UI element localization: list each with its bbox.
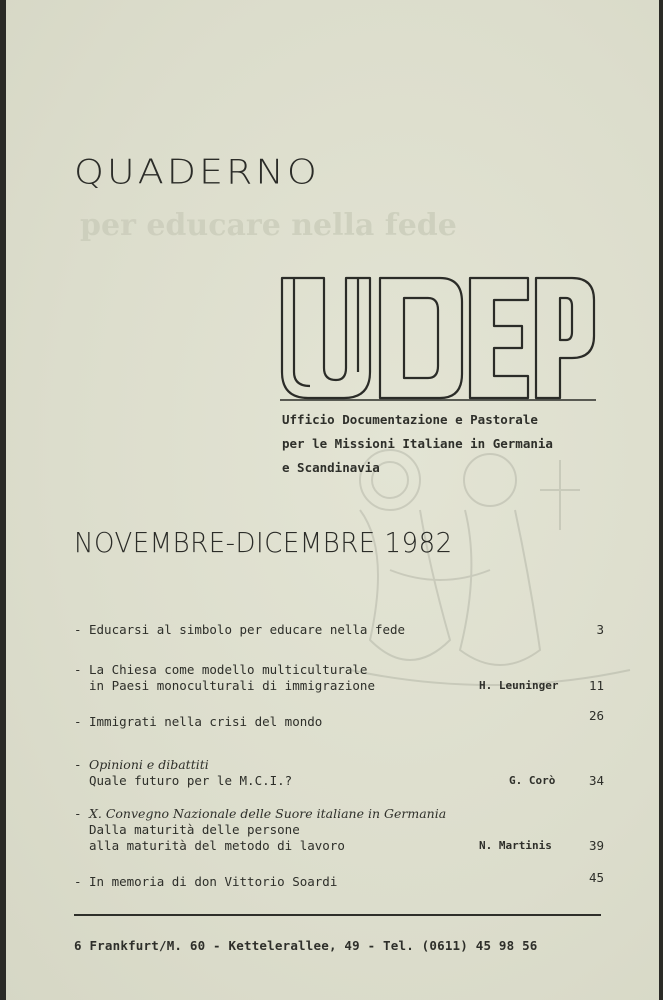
caption-line: Ufficio Documentazione e Pastorale: [282, 412, 538, 427]
toc-entry-title-cont: in Paesi monoculturali di immigrazione: [89, 678, 375, 693]
issue-date: NOVEMBRE-DICEMBRE 1982: [74, 528, 453, 560]
toc-entry: - Opinioni e dibattiti Quale futuro per le M.C.I.? G. Corò 34: [74, 757, 604, 788]
toc-entry-title: La Chiesa come modello multiculturale: [89, 662, 368, 677]
toc-entry: - La Chiesa come modello multiculturale in Paesi monoculturali di immigrazione H. Leuninger 11: [74, 662, 604, 693]
magazine-title: QUADERNO: [74, 152, 320, 192]
toc-entry-title: Quale futuro per le M.C.I.?: [89, 773, 293, 788]
toc-entry-title-cont: alla maturità del metodo di lavoro: [89, 838, 345, 853]
udep-logo: [280, 276, 596, 402]
scan-edge-left: [0, 0, 6, 1000]
bleed-through-subtitle: per educare nella fede: [80, 208, 457, 243]
toc-author: N. Martinis: [479, 839, 552, 852]
toc-entry-title: Immigrati nella crisi del mondo: [89, 714, 323, 729]
toc-author: H. Leuninger: [479, 679, 559, 692]
toc-page-number: 39: [588, 838, 604, 853]
toc-section-heading: Opinioni e dibattiti: [89, 757, 209, 772]
scan-edge-right: [659, 0, 663, 1000]
caption-line: per le Missioni Italiane in Germania: [282, 436, 553, 451]
toc-page-number: 45: [588, 870, 604, 885]
toc-entry: - Educarsi al simbolo per educare nella fede 3: [74, 622, 604, 637]
toc-section-heading: X. Convegno Nazionale delle Suore italiane in Germania: [89, 806, 447, 821]
publisher-address: 6 Frankfurt/M. 60 - Kettelerallee, 49 - Tel. (0611) 45 98 56: [74, 938, 538, 953]
logo-caption: [282, 408, 553, 480]
toc-author: G. Corò: [509, 774, 556, 787]
toc-page-number: 11: [588, 678, 604, 693]
toc-page-number: 3: [596, 622, 604, 637]
toc-entry: - In memoria di don Vittorio Soardi 45: [74, 870, 604, 889]
toc-entry-title: In memoria di don Vittorio Soardi: [89, 874, 338, 889]
footer-divider: [74, 914, 601, 916]
toc-entry-title: Dalla maturità delle persone: [89, 822, 300, 837]
toc-page-number: 26: [588, 708, 604, 723]
toc-entry-title: Educarsi al simbolo per educare nella fede: [89, 622, 406, 637]
caption-line: e Scandinavia: [282, 460, 380, 475]
toc-entry: - Immigrati nella crisi del mondo 26: [74, 708, 604, 729]
toc-entry: - X. Convegno Nazionale delle Suore italiane in Germania Dalla maturità delle persone alla maturità del metodo di lavoro N. Martinis 39: [74, 806, 604, 853]
toc-page-number: 34: [588, 773, 604, 788]
